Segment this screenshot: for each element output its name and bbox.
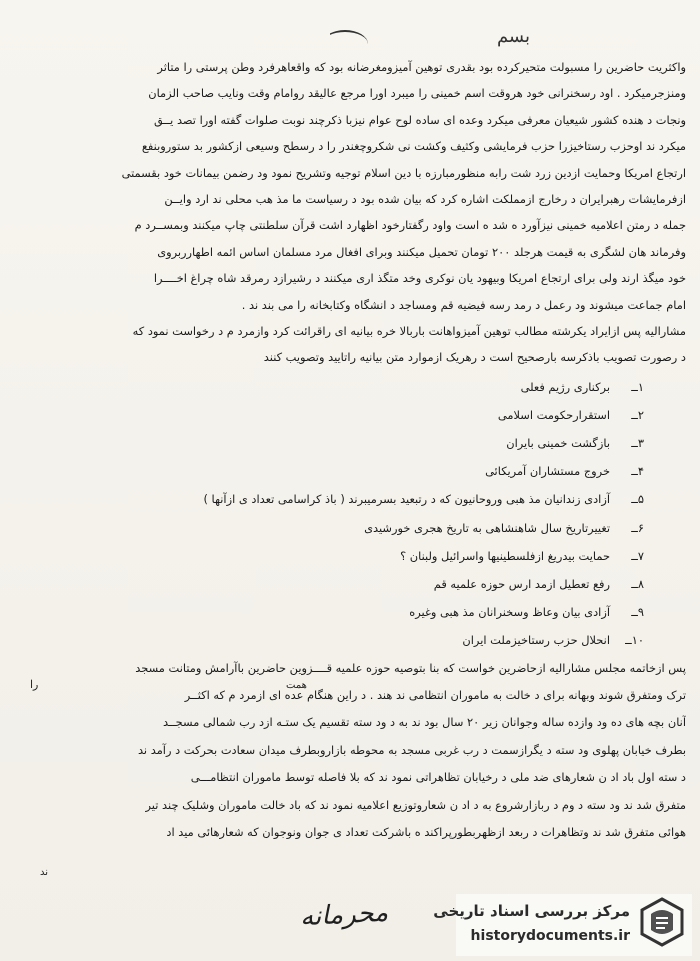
item-text: رفع تعطیل ازمد ارس حوزه علمیه قم — [433, 577, 610, 591]
header-flourish — [330, 30, 368, 56]
text-line: د سته اول باد اد ن شعارهای ضد ملی د رخیابان تظاهراتی نمود ند که بلا فاصله توسط ماموران انتظامـــی — [190, 770, 686, 785]
watermark — [433, 894, 692, 956]
text-line: پس ازخاتمه مجلس مشارالیه ازحاضرین خواست که بنا بتوصیه حوزه علمیه قــــزوین حاضرین باآرامش ومتانت مسجد — [135, 660, 686, 675]
item-text: برکناری رژیم فعلی — [520, 379, 610, 394]
document-body — [14, 54, 686, 846]
watermark-title: مرکز بررسی اسناد تاریخی — [433, 902, 630, 920]
margin-note: را — [30, 678, 39, 691]
item-number: ۷ــ — [631, 548, 644, 563]
margin-note-tail: ند — [40, 867, 49, 878]
text-line: د رصورت تصویب باذکرسه بارصحیح است د رهریک ازموارد متن بیانیه راتایید وتصویب کنند — [263, 350, 686, 365]
closing-paragraph — [14, 655, 686, 847]
watermark-url: historydocuments.ir — [470, 928, 630, 944]
text-line: امام جماعت میشوند ود رعمل د رمد رسه فیضیه قم ومساجد د انشگاه وکتابخانه را می بند ند . — [241, 297, 686, 312]
text-line: متفرق شد ند ود سته د وم د ربازارشروع به د اد ن شعاروتوزیع اعلامیه نمود ند که باد خالت ماموران وشلیک چند تیر — [145, 797, 686, 812]
item-text: حمایت بیدریغ ازفلسطینیها واسرائیل ولبنان ؟ — [400, 548, 610, 563]
item-text: انحلال حزب رستاخیزملت ایران — [462, 633, 610, 648]
item-number: ۱ــ — [631, 379, 644, 394]
text-line: ترک ومتفرق شوند وبهانه برای د خالت به ماموران انتظامی ند هند . د راین هنگام عده ای ازمرد م که اکثــر — [184, 687, 686, 702]
list-item — [14, 598, 644, 626]
text-line: مشارالیه پس ازایراد یکرشته مطالب توهین آمیزواهانت باربالا خره بیانیه ای راقرائت کرد وازمرد م د رخواست نمود که — [132, 323, 686, 338]
list-item — [14, 570, 644, 598]
text-line: وفرماند هان لشگری به قیمت هرجلد ۲۰۰ تومان تحمیل میکنند وبرای افغال مرد مسلمان اساس ائمه اطهارربروی — [157, 244, 686, 259]
list-item — [14, 373, 644, 401]
text-line: واکثریت حاضرین را مسبولت متحیرکرده بود بقدری توهین آمیزومغرضانه بود که واقعاهرفرد وطن پرستی را متاثر — [157, 60, 686, 74]
text-line: ومنزجرمیکرد . اود رسخنرانی خود هروقت اسم خمینی را میبرد اورا مرجع عالیقد روامام وقت ونایب صاحب الزمان — [148, 86, 686, 101]
demands-list — [14, 373, 686, 655]
text-line: هوائی متفرق شد ند وتظاهرات د ربعد ازظهربطورپراکند ه باشرکت تعداد ی جوان ونوجوان که شعارهائی مید اد — [166, 824, 686, 839]
item-number: ۲ــ — [631, 407, 644, 422]
header-mark — [330, 26, 530, 56]
item-text: آزادی بیان وعاظ وسخنرانان مذ هبی وغیره — [409, 605, 610, 620]
item-number: ۴ــ — [631, 464, 644, 479]
confidential-signature: محرمانه — [299, 897, 389, 933]
header-mark-text: بسم — [496, 26, 530, 47]
item-text: خروج مستشاران آمریکائی — [485, 464, 610, 479]
item-number: ۵ــ — [631, 492, 644, 507]
item-text: استقرارحکومت اسلامی — [497, 407, 610, 422]
text-line: ونجات د هنده کشور شیعیان معرفی میکرد وعده ای ساده لوح عوام نیزبا ذکرچند نوبت صلوات گفته اورا تصد یــق — [153, 112, 686, 127]
list-item — [14, 485, 644, 513]
list-item — [14, 542, 644, 570]
intro-paragraph — [14, 54, 686, 371]
text-line: بطرف خیابان پهلوی ود سته د یگرازسمت د رب غربی مسجد به محوطه بازاروبطرف میدان سعادت بحرکت د رآمد ند — [137, 742, 686, 757]
item-text: بازگشت خمینی بایران — [506, 436, 610, 451]
item-number: ۳ــ — [631, 436, 644, 451]
list-item — [14, 401, 644, 429]
item-number: ۸ــ — [631, 577, 644, 591]
item-number: ۶ــ — [631, 520, 644, 535]
list-item — [14, 457, 644, 485]
interlinear-note: همت — [286, 680, 307, 691]
item-number: ۹ــ — [631, 605, 644, 620]
item-text: تغییرتاریخ سال شاهنشاهی به تاریخ هجری خورشیدی — [364, 520, 610, 535]
text-line: خود میگذ ارند ولی برای ارتجاع امریکا وبیهود یان نوکری وخد متگذ اری میکنند د رشیرازد رمرقد شاه چراغ اخــــرا — [153, 271, 686, 286]
text-line: ازفرمایشات رهبرایران د رخارج ازمملکت اشاره کرد که بیان شده بود د رسیاست ما مذ هب محلی ند ارد وایــن — [164, 191, 686, 206]
text-line: میکرد ند اوحزب رستاخیزرا حزب فرمایشی وکثیف وکشت نی شکروچغندر را د رسطح وسیعی ازکشور بد ستوروبنفع — [141, 139, 686, 154]
list-item — [14, 429, 644, 457]
item-number: ۱۰ــ — [625, 633, 644, 648]
text-line: ارتجاع امریکا وحمایت ازدین زرد شت رابه منظورمبارزه با دین اسلام توجیه وتشریح نمود ود رضمن بیمانات خود بقسمتی — [121, 165, 686, 180]
text-line: جمله د رمتن اعلامیه خمینی نیزآورد ه شد ه است واود رگفتارخود اظهارد اشت قرآن سلطنتی چاپ میکنند وبمســرد م — [134, 218, 686, 233]
list-item — [14, 626, 644, 654]
item-text: آزادی زندانیان مذ هبی وروحانیون که د رتبعید بسرمیبرند ( باذ کراسامی تعداد ی ازآنها ) — [203, 492, 610, 507]
list-item — [14, 514, 644, 542]
archive-logo-icon — [636, 896, 688, 948]
text-line: آنان بچه های ده ود وازده ساله وجوانان زیر ۲۰ سال بود ند به د ود سته تقسیم یک ستـه ازد رب شمالی مسجــد — [163, 715, 686, 730]
